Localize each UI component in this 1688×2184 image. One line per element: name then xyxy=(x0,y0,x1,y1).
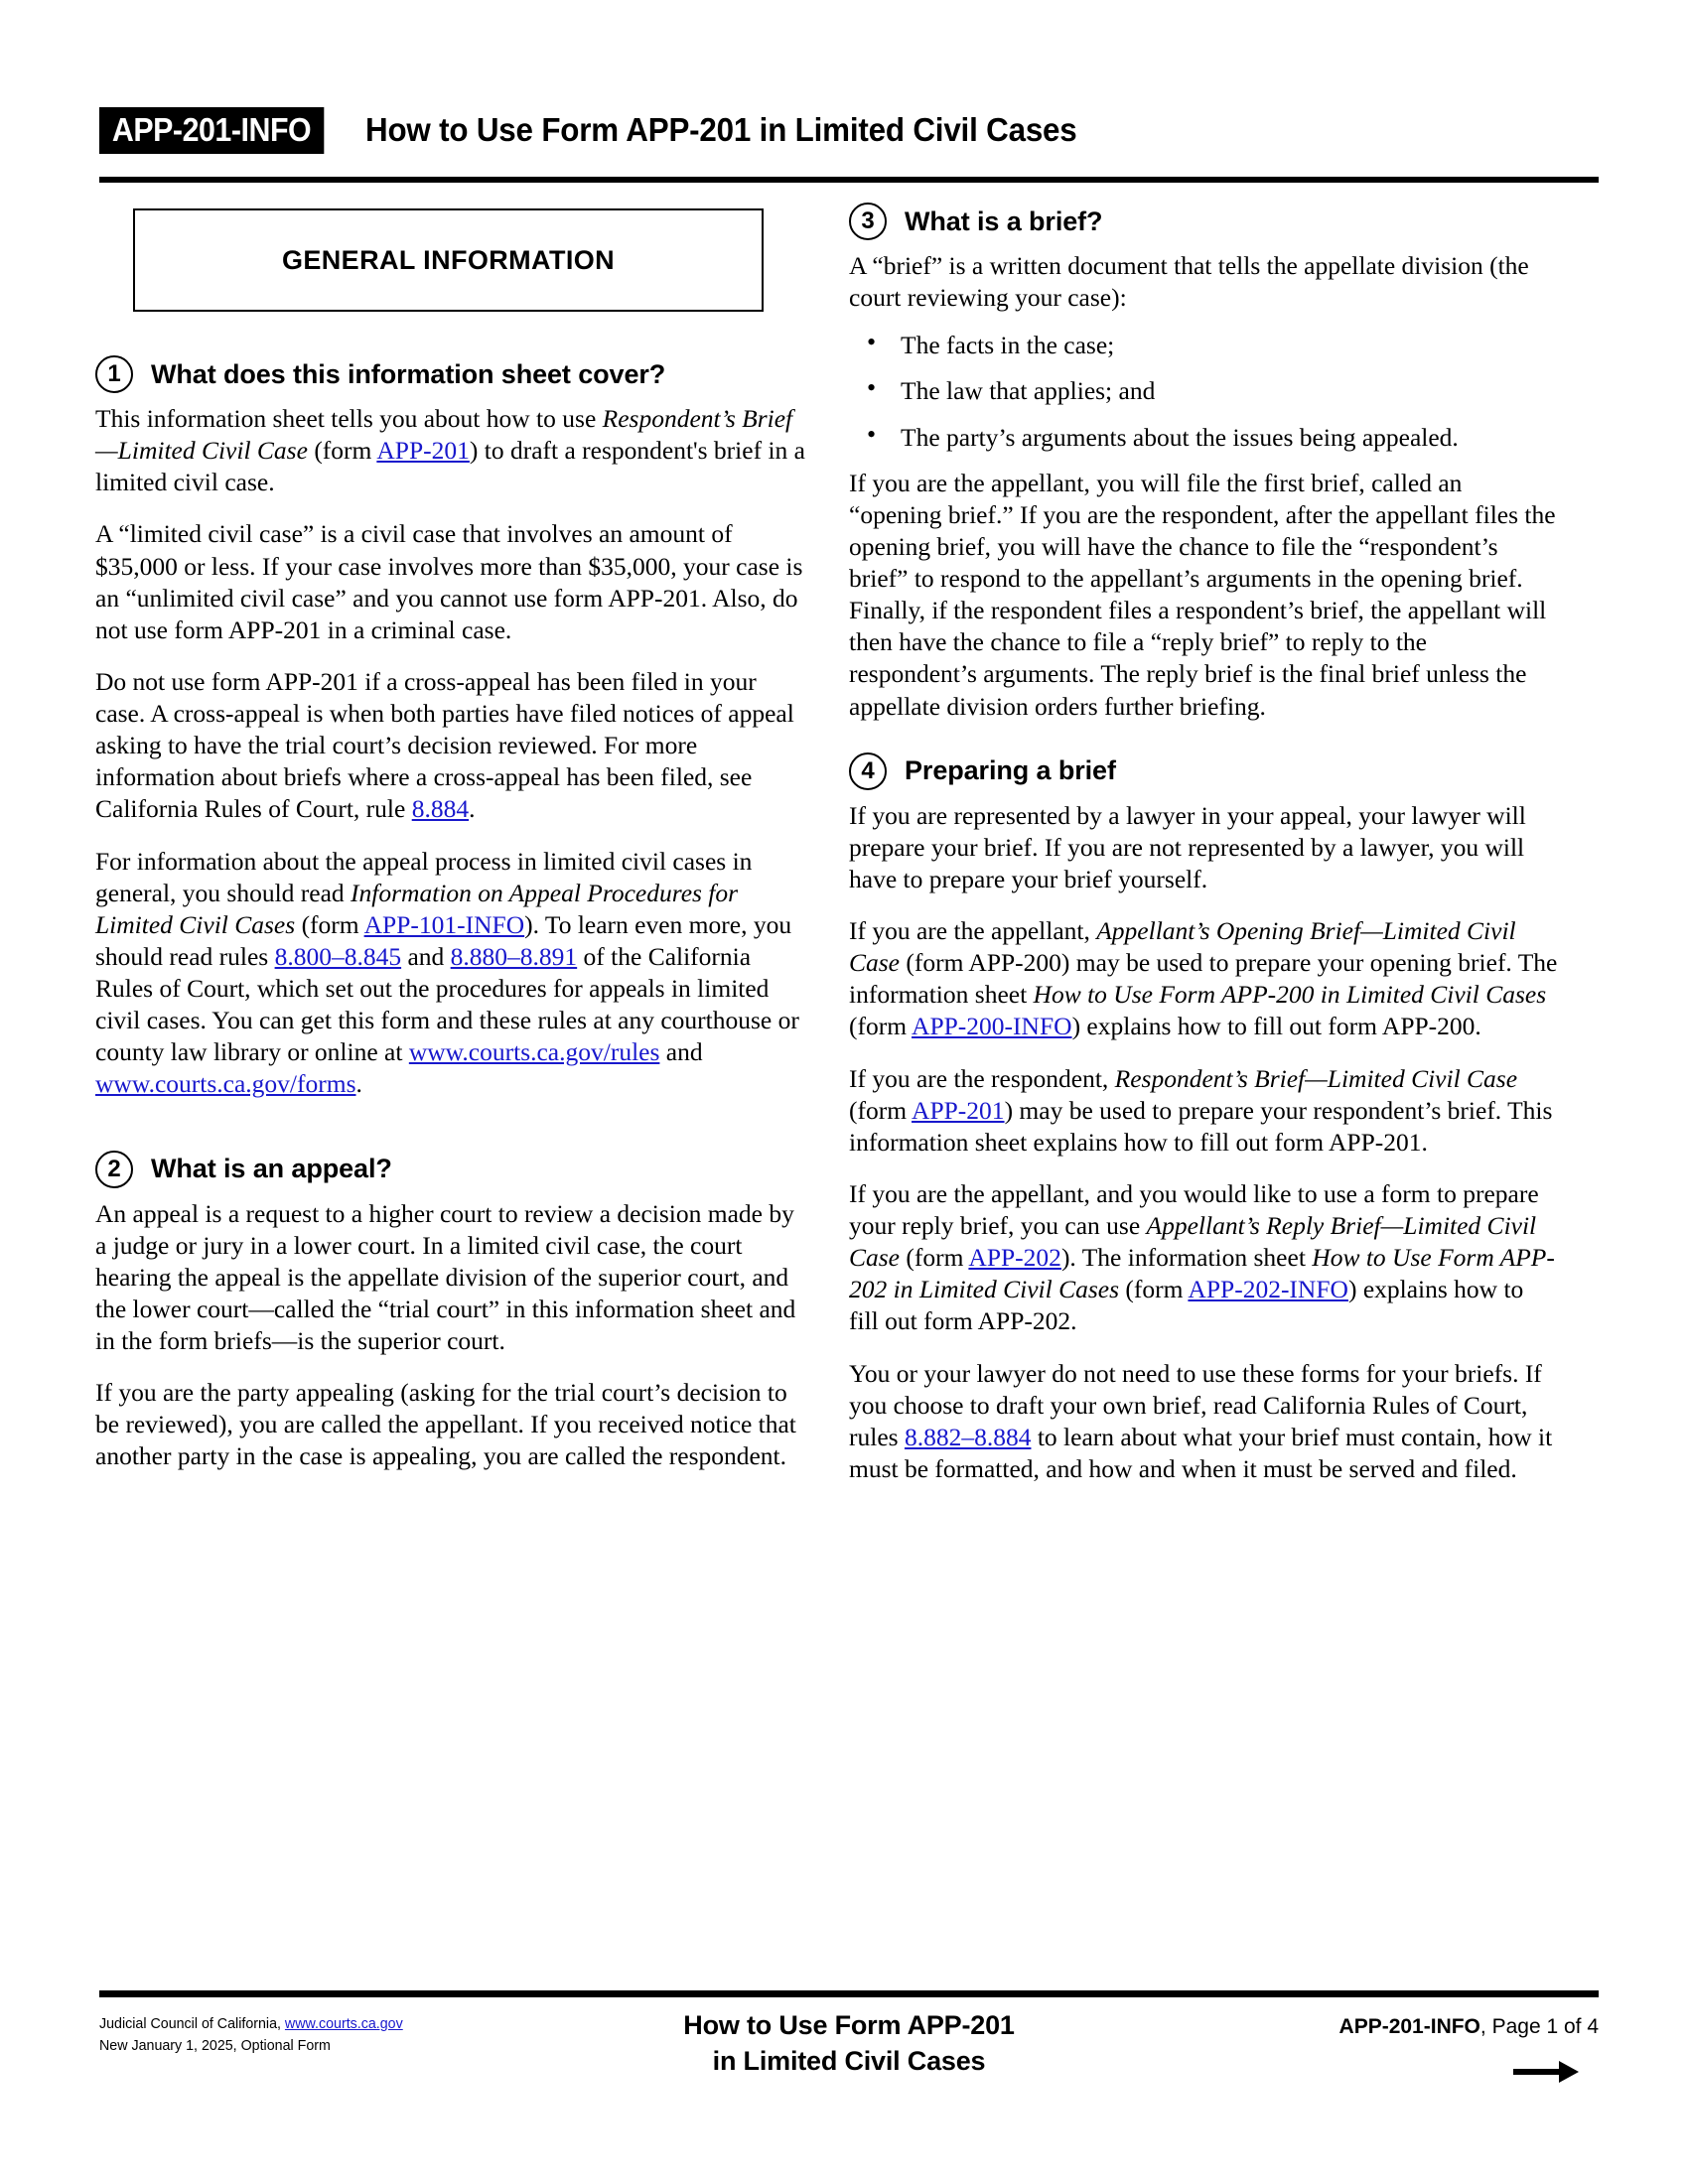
page-footer xyxy=(99,2007,1599,2126)
s1-paragraph-3 xyxy=(95,666,805,826)
section-number-icon-4: 4 xyxy=(849,752,887,790)
s4-paragraph-3 xyxy=(849,1063,1559,1159)
section-title-3: What is a brief? xyxy=(905,205,1103,236)
general-information-label: GENERAL INFORMATION xyxy=(281,244,616,275)
section-number-icon-3: 3 xyxy=(849,203,887,240)
footer-page-label: , Page 1 of 4 xyxy=(1479,2015,1599,2038)
link-rules-8800-8845[interactable]: 8.800–8.845 xyxy=(274,941,402,971)
s4-p4-italic-2: How to Use Form APP-202 in Limited Civil Cases xyxy=(849,1243,1555,1304)
page-title: How to Use Form APP-201 in Limited Civil Cases xyxy=(364,111,1077,148)
s4-p2-text-c: (form xyxy=(849,1012,913,1041)
s3-paragraph-2: If you are the appellant, you will file the first brief, called an “opening brief.” If you are the respondent, after the appellant files the opening brief, you will have the chance to file the “respondent’s brief” to respond to the appellant’s arguments in the opening brief. Finally, if the respondent files a respondent’s brief, the appellant will then have the chance to file a “reply brief” to reply to the respondent’s arguments. The reply brief is the final brief unless the appellate division orders further briefing. xyxy=(849,468,1556,721)
general-information-box xyxy=(133,208,764,312)
s4-paragraph-2 xyxy=(849,915,1559,1043)
left-column xyxy=(95,203,805,1493)
s1-p1-text-a: This information sheet tells you about how to use xyxy=(95,404,603,433)
s4-p4-text-d: (form xyxy=(1119,1275,1189,1304)
link-app-202[interactable]: APP-202 xyxy=(968,1243,1061,1273)
s4-p3-text-a: If you are the respondent, xyxy=(849,1063,1115,1093)
link-app-201-a[interactable]: APP-201 xyxy=(376,436,470,466)
s1-p4-text-e: of the California Rules of Court, which set out the procedures for appeals in limited civil cases. You can get this form and these rules at any courthouse or county law library or online at xyxy=(95,941,799,1067)
list-item: • The facts in the case; xyxy=(849,330,1559,361)
footer-revision: New January 1, 2025, Optional Form xyxy=(99,2036,331,2054)
s2-paragraph-2: If you are the party appealing (asking for the trial court’s decision to be reviewed), you are called the appellant. If you received notice that another party in the case is appealing, you are called the respondent. xyxy=(95,1378,796,1471)
link-app-200-info[interactable]: APP-200-INFO xyxy=(912,1012,1072,1041)
s2-paragraph-1: An appeal is a request to a higher court to review a decision made by a judge or jury in a lower court. In a limited civil case, the court hearing the appeal is the appellate division of the superior court, and the lower court—called the “trial court” in this information sheet and in the form briefs—is the superior court. xyxy=(95,1198,796,1355)
link-app-101-info[interactable]: APP-101-INFO xyxy=(363,909,525,939)
s4-paragraph-5 xyxy=(849,1358,1559,1486)
s4-p4-text-c: ). The information sheet xyxy=(1060,1243,1313,1273)
s1-paragraph-4 xyxy=(95,846,805,1101)
section-title-1: What does this information sheet cover? xyxy=(151,358,666,389)
s1-p1-italic: Respondent’s Brief—Limited Civil Case xyxy=(95,404,793,466)
link-rules-8882-8884[interactable]: 8.882–8.884 xyxy=(904,1422,1032,1451)
section-number-icon-2: 2 xyxy=(95,1151,133,1188)
s4-p4-italic-1: Appellant’s Reply Brief—Limited Civil Case xyxy=(849,1211,1537,1273)
header-divider xyxy=(99,177,1599,183)
s4-paragraph-1: If you are represented by a lawyer in your appeal, your lawyer will prepare your brief. If you are not represented by a lawyer, you will have to prepare your brief yourself. xyxy=(849,800,1526,893)
list-item: • The party’s arguments about the issues being appealed. xyxy=(849,422,1559,454)
s4-p5-text-b: to learn about what your brief must contain, how it must be formatted, and how and when it must be served and filed. xyxy=(849,1422,1553,1483)
s4-p3-text-b: (form xyxy=(849,1095,913,1125)
s4-p2-text-a: If you are the appellant, xyxy=(849,916,1097,945)
section-heading-2 xyxy=(95,1151,805,1188)
s4-p4-text-b: (form xyxy=(900,1243,969,1273)
s1-p3-text-b: . xyxy=(469,794,476,824)
section-number-icon-1: 1 xyxy=(95,355,133,393)
link-rule-8884[interactable]: 8.884 xyxy=(411,794,470,824)
link-app-202-info[interactable]: APP-202-INFO xyxy=(1188,1275,1348,1304)
s1-p1-text-b: (form xyxy=(307,436,377,466)
section-heading-3 xyxy=(849,203,1559,240)
s1-paragraph-1 xyxy=(95,403,805,498)
s1-p4-text-f: and xyxy=(659,1037,703,1067)
footer-form-code: APP-201-INFO xyxy=(1338,2015,1480,2038)
s4-p3-italic: Respondent’s Brief—Limited Civil Case xyxy=(1114,1063,1518,1093)
link-app-201-b[interactable]: APP-201 xyxy=(912,1095,1005,1125)
s1-p4-text-g: . xyxy=(355,1069,362,1099)
footer-title-line-1: How to Use Form APP-201 xyxy=(683,2010,1015,2040)
s1-p1-text-c: ) to draft a respondent's brief in a limited civil case. xyxy=(95,436,805,497)
s1-p4-text-b: (form xyxy=(295,909,364,939)
s4-p3-text-c: ) may be used to prepare your respondent’s brief. This information sheet explains how to fill out form APP-201. xyxy=(849,1095,1553,1157)
section-title-2: What is an appeal? xyxy=(151,1154,392,1183)
link-rules-8880-8891[interactable]: 8.880–8.891 xyxy=(450,941,578,971)
s4-p4-text-a: If you are the appellant, and you would like to use a form to prepare your reply brief, you can use xyxy=(849,1178,1539,1240)
link-courts-ca-gov[interactable]: www.courts.ca.gov xyxy=(284,2015,403,2032)
s4-p2-italic-1: Appellant’s Opening Brief—Limited Civil Case xyxy=(849,916,1516,978)
s3-paragraph-1: A “brief” is a written document that tells the appellate division (the court reviewing your case): xyxy=(849,251,1529,313)
list-item: • The law that applies; and xyxy=(849,375,1559,407)
s4-p4-text-e: ) explains how to fill out form APP-202. xyxy=(849,1275,1524,1336)
s1-p3-text-a: Do not use form APP-201 if a cross-appeal has been filed in your case. A cross-appeal is when both parties have filed notices of appeal asking to have the trial court’s decision reviewed. For more information about briefs where a cross-appeal has been filed, see California Rules of Court, rule xyxy=(95,666,794,824)
s1-p4-text-d: and xyxy=(401,941,451,971)
link-courts-rules-url[interactable]: www.courts.ca.gov/rules xyxy=(408,1037,660,1067)
s1-p4-text-c: ). To learn even more, you should read rules xyxy=(95,909,792,971)
s4-p2-text-b: (form APP-200) may be used to prepare your opening brief. The information sheet xyxy=(849,948,1558,1010)
s4-p5-text-a: You or your lawyer do not need to use these forms for your briefs. If you choose to draft your own brief, read California Rules of Court, rules xyxy=(849,1358,1542,1451)
s1-paragraph-2: A “limited civil case” is a civil case that involves an amount of $35,000 or less. If your case involves more than $35,000, your case is an “unlimited civil case” and you cannot use form APP-201. Also, do not use form APP-201 in a criminal case. xyxy=(95,519,803,644)
s1-p4-italic: Information on Appeal Procedures for Limited Civil Cases xyxy=(95,878,739,939)
s1-p4-text-a: For information about the appeal process in limited civil cases in general, you should read xyxy=(95,846,753,907)
footer-page-info xyxy=(1339,2015,1599,2039)
s4-paragraph-4 xyxy=(849,1178,1559,1338)
link-courts-forms-url[interactable]: www.courts.ca.gov/forms xyxy=(95,1069,356,1099)
s3-bullet-list xyxy=(849,330,1559,453)
footer-council-prefix: Judicial Council of California, xyxy=(99,2015,285,2032)
footer-divider xyxy=(99,1990,1599,1997)
next-page-arrow-icon xyxy=(1511,2055,1581,2089)
s4-p2-text-d: ) explains how to fill out form APP-200. xyxy=(1071,1012,1481,1041)
page-header xyxy=(99,99,1599,161)
form-code-badge: APP-201-INFO xyxy=(99,107,324,154)
section-heading-1 xyxy=(95,355,805,393)
section-title-4: Preparing a brief xyxy=(905,755,1116,786)
s4-p2-italic-2: How to Use Form APP-200 in Limited Civil Cases xyxy=(1033,980,1547,1010)
section-heading-4 xyxy=(849,752,1559,790)
right-column xyxy=(849,203,1559,1505)
footer-title-line-2: in Limited Civil Cases xyxy=(712,2046,986,2077)
